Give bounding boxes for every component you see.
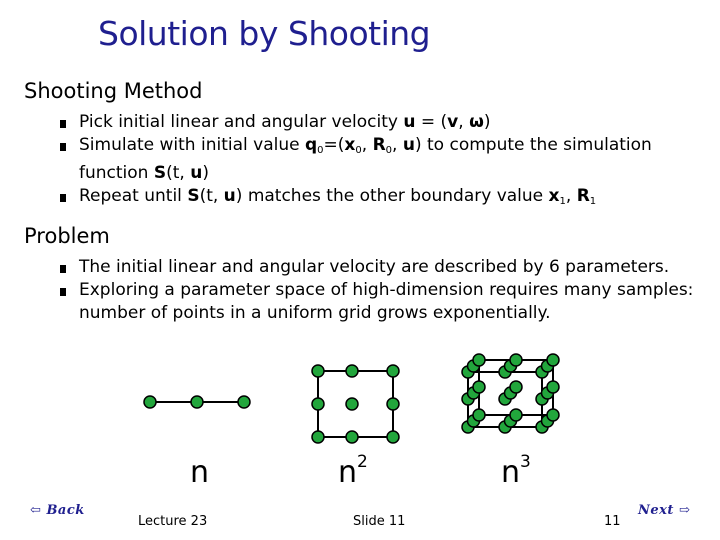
grid-node xyxy=(547,381,559,393)
bullet-square-icon xyxy=(60,120,66,128)
grid-node xyxy=(510,381,522,393)
bullet-text-part: 0 xyxy=(355,145,362,156)
grid-node xyxy=(346,398,358,410)
grid-node xyxy=(387,365,399,377)
bullet-text-part: S xyxy=(153,163,167,183)
grid-node xyxy=(346,365,358,377)
footer-slide: Slide 11 xyxy=(353,514,406,529)
bullet-text-part: , xyxy=(458,112,470,132)
grid-node xyxy=(473,354,485,366)
bullet-text-part: =( xyxy=(323,135,345,155)
bullet-text-part: 1 xyxy=(589,196,597,207)
bullet-square-icon xyxy=(60,194,66,202)
grid-node xyxy=(473,381,485,393)
grid-node xyxy=(346,431,358,443)
bullet-text-part: , xyxy=(361,135,373,155)
bullet-text-part: ) matches the other boundary value xyxy=(235,186,549,206)
bullet-text-part: Repeat until xyxy=(79,186,188,206)
bullet-text-part: Pick initial linear and angular velocity xyxy=(79,112,404,132)
back-arrow-icon: ⇦ xyxy=(30,503,42,518)
bullet-text-part: = ( xyxy=(415,112,448,132)
grid-node xyxy=(312,398,324,410)
grid-node xyxy=(510,409,522,421)
bullet-text-part: , xyxy=(565,186,577,206)
bullet-text-part: u xyxy=(403,112,416,132)
bullet-text-part: u xyxy=(190,163,203,183)
grid-node xyxy=(144,396,156,408)
section-heading-shooting-method: Shooting Method xyxy=(24,79,203,103)
section-heading-problem: Problem xyxy=(24,224,110,248)
label-n-cubed: $n^3$ xyxy=(501,452,531,490)
bullet-item xyxy=(60,134,700,185)
shooting-method-list xyxy=(60,111,700,213)
grid-node xyxy=(387,431,399,443)
slide-title: Solution by Shooting xyxy=(98,14,431,53)
bullet-text-part: ) xyxy=(483,112,491,132)
back-label: Back xyxy=(46,503,85,518)
label-n-squared: $n^2$ xyxy=(338,452,368,490)
grid-node xyxy=(312,365,324,377)
bullet-text-part: v xyxy=(447,112,459,132)
bullet-square-icon xyxy=(60,143,66,151)
back-button[interactable] xyxy=(30,503,85,518)
next-button[interactable] xyxy=(638,503,690,518)
grid-node xyxy=(473,409,485,421)
bullet-text-part: R xyxy=(576,186,590,206)
bullet-text-part: ) xyxy=(202,163,209,183)
grid-node xyxy=(312,431,324,443)
bullet-text-part: S xyxy=(187,186,200,206)
bullet-item xyxy=(60,111,700,134)
bullet-square-icon xyxy=(60,288,66,296)
grid-node xyxy=(547,354,559,366)
bullet-text-part: (t, xyxy=(166,163,191,183)
bullet-text-part: u xyxy=(223,186,236,206)
bullet-text-part: Exploring a parameter space of high-dimension requires many samples: number of points in a uniform grid grows exponentially. xyxy=(79,280,694,323)
grid-node xyxy=(510,354,522,366)
bullet-text-part: Simulate with initial value xyxy=(79,135,305,155)
grid-growth-diagram xyxy=(0,340,720,490)
grid-node xyxy=(387,398,399,410)
bullet-text-part: 0 xyxy=(317,145,324,156)
bullet-text-part: 1 xyxy=(559,196,566,207)
bullet-item xyxy=(60,279,700,325)
bullet-square-icon xyxy=(60,265,66,273)
bullet-text-part: x xyxy=(344,135,356,155)
next-arrow-icon: ⇨ xyxy=(678,503,691,518)
bullet-item xyxy=(60,256,700,279)
label-n: n xyxy=(190,455,210,490)
grid-node xyxy=(191,396,203,408)
grid-node xyxy=(238,396,250,408)
bullet-text-part: q xyxy=(304,135,318,155)
next-label: Next xyxy=(638,503,674,518)
bullet-item xyxy=(60,185,700,213)
bullet-text-part: 0 xyxy=(385,145,393,156)
footer-page-number: 11 xyxy=(604,514,621,529)
bullet-text-part: The initial linear and angular velocity are described by 6 parameters. xyxy=(79,257,670,277)
bullet-text-part: u xyxy=(402,135,415,155)
bullet-text-part: , xyxy=(392,135,403,155)
bullet-text-part: ) to compute the simulation function xyxy=(79,135,652,183)
grid-node xyxy=(547,409,559,421)
bullet-text-part: (t, xyxy=(199,186,224,206)
bullet-text-part: x xyxy=(548,186,560,206)
problem-list xyxy=(60,256,700,325)
bullet-text-part: ω xyxy=(469,112,484,132)
footer-lecture: Lecture 23 xyxy=(138,514,208,529)
bullet-text-part: R xyxy=(372,135,386,155)
